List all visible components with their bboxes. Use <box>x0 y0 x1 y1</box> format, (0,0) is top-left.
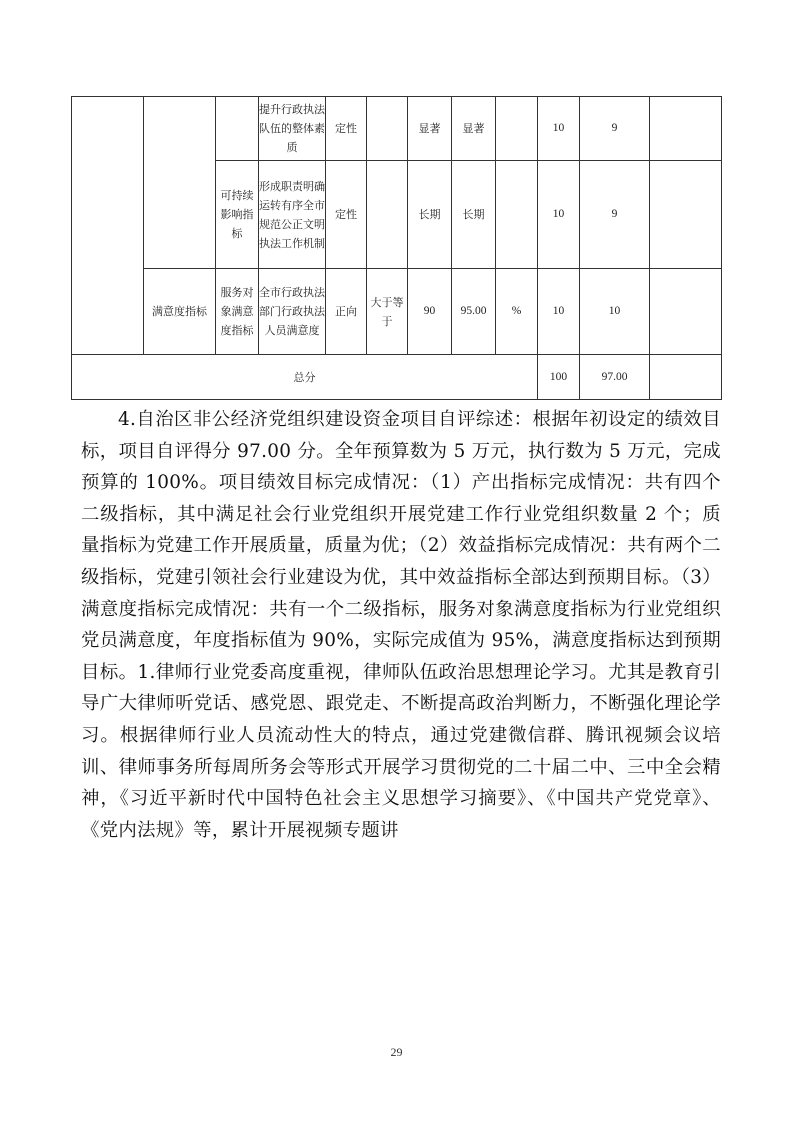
total-score-cell: 97.00 <box>580 355 650 400</box>
indicator-nature-cell: 定性 <box>326 97 367 161</box>
tertiary-indicator-cell: 形成职责明确运转有序全市规范公正文明执法工作机制 <box>259 161 326 269</box>
project-summary-paragraph: 4.自治区非公经济党组织建设资金项目自评综述：根据年初设定的绩效目标，项目自评得分 97.00 分。全年预算数为 5 万元，执行数为 5 万元，完成预算的 100%。项目绩效目标完成情况：（1）产出指标完成情况：共有四个二级指标，其中满足社会行业党组织开展党建工作行业党组织数量 2 个；质量指标为党建工作开展质量，质量为优；（2）效益指标完成情况：共有两个二级指标，党建引领社会行业建设为优，其中效益指标全部达到预期目标。（3）满意度指标完成情况：共有一个二级指标，服务对象满意度指标为行业党组织党员满意度，年度指标值为 90%，实际完成值为 95%，满意度指标达到预期目标。1.律师行业党委高度重视，律师队伍政治思想理论学习。尤其是教育引导广大律师听党话、感党恩、跟党走、不断提高政治判断力，不断强化理论学习。根据律师行业人员流动性大的特点，通过党建微信群、腾讯视频会议培训、律师事务所每周所务会等形式开展学习贯彻党的二十届二中、三中全会精神，《习近平新时代中国特色社会主义思想学习摘要》、《中国共产党党章》、《党内法规》等，累计开展视频专题讲 <box>81 409 721 841</box>
target-value-cell: 90 <box>408 269 452 355</box>
page-number: 29 <box>390 1045 403 1059</box>
performance-indicator-table <box>71 96 722 400</box>
table-row <box>72 269 722 355</box>
target-value-cell: 长期 <box>408 161 452 269</box>
operator-cell <box>367 161 408 269</box>
total-weight-cell: 100 <box>538 355 580 400</box>
weight-cell: 10 <box>538 97 580 161</box>
secondary-indicator-cell: 可持续影响指标 <box>216 161 259 269</box>
secondary-indicator-cell: 服务对象满意度指标 <box>216 269 259 355</box>
remark-cell <box>650 97 722 161</box>
remark-cell <box>650 161 722 269</box>
target-value-cell: 显著 <box>408 97 452 161</box>
actual-value-cell: 95.00 <box>452 269 496 355</box>
actual-value-cell: 显著 <box>452 97 496 161</box>
indicator-nature-cell: 正向 <box>326 269 367 355</box>
tertiary-indicator-cell: 全市行政执法部门行政执法人员满意度 <box>259 269 326 355</box>
operator-cell <box>367 97 408 161</box>
score-cell: 9 <box>580 97 650 161</box>
score-cell: 9 <box>580 161 650 269</box>
unit-cell <box>496 97 538 161</box>
indicator-nature-cell: 定性 <box>326 161 367 269</box>
operator-cell: 大于等于 <box>367 269 408 355</box>
weight-cell: 10 <box>538 269 580 355</box>
level1-cell-blank <box>72 97 144 355</box>
unit-cell: % <box>496 269 538 355</box>
secondary-indicator-cell <box>216 97 259 161</box>
score-cell: 10 <box>580 269 650 355</box>
total-remark-cell <box>650 355 722 400</box>
total-label-cell: 总分 <box>72 355 538 400</box>
remark-cell <box>650 269 722 355</box>
actual-value-cell: 长期 <box>452 161 496 269</box>
weight-cell: 10 <box>538 161 580 269</box>
total-row <box>72 355 722 400</box>
tertiary-indicator-cell: 提升行政执法队伍的整体素质 <box>259 97 326 161</box>
primary-indicator-cell-blank <box>144 97 216 269</box>
unit-cell <box>496 161 538 269</box>
table-row <box>72 97 722 161</box>
primary-indicator-cell: 满意度指标 <box>144 269 216 355</box>
